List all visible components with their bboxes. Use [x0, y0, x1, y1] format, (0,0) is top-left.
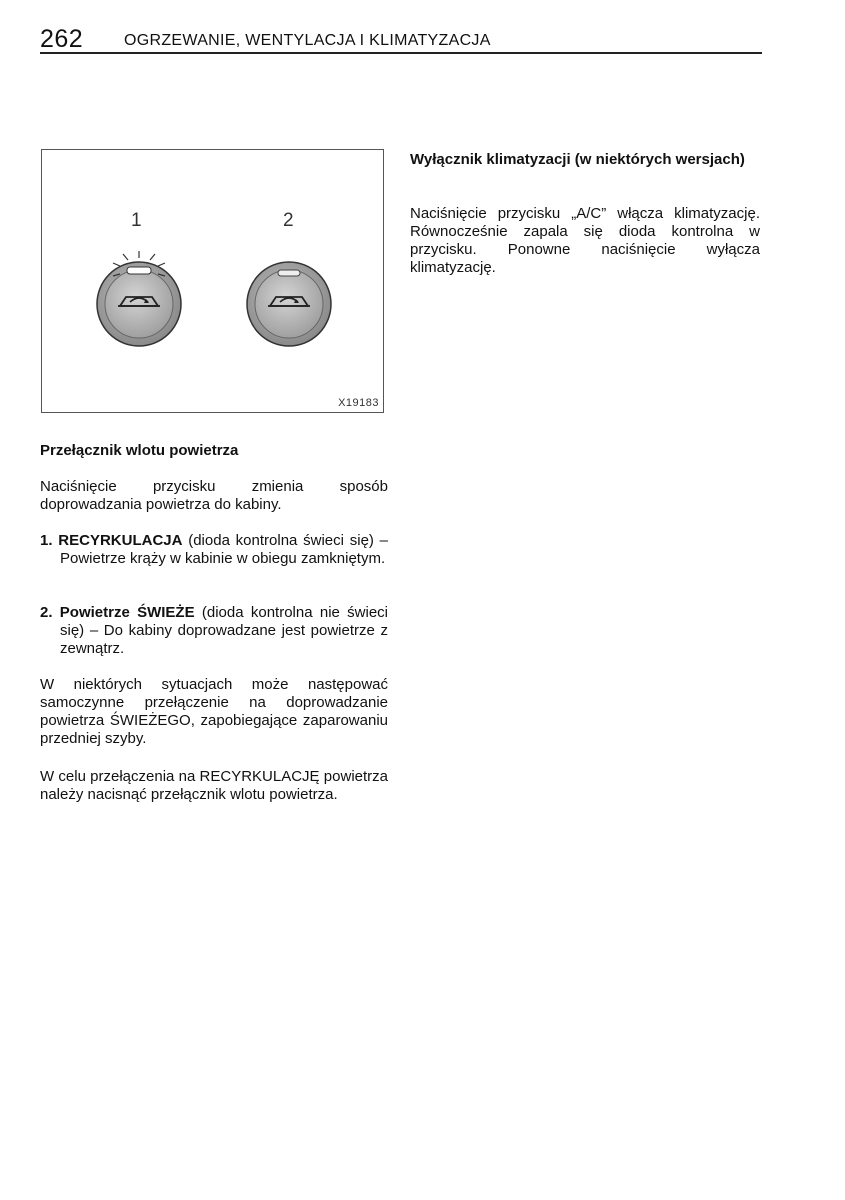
list-text: (dioda kontrolna nie świeci się) – Do kabiny doprowadzane jest powietrze z zewnątrz. — [60, 604, 388, 657]
list-text: (dioda kontrolna świeci się) – Powietrze krąży w kabinie w obiegu zamkniętym. — [60, 532, 389, 567]
ac-switch-paragraph: Naciśnięcie przycisku „A/C” włącza klimatyzację. Równocześnie zapala się dioda kontrolna w przycisku. Ponowne naciśnięcie wyłącza klimatyzację. — [410, 205, 760, 276]
recirculation-button-drawing — [97, 251, 181, 346]
ac-switch-heading: Wyłącznik klimatyzacji (w niektórych wersjach) — [410, 151, 745, 168]
figure-buttons-illustration — [41, 149, 384, 413]
auto-fresh-paragraph: W niektórych sytuacjach może następować samoczynne przełączenie na doprowadzanie powietrza ŚWIEŻEGO, zapobiegające zaparowaniu przedniej szyby. — [40, 676, 388, 747]
list-item-recirculation — [40, 532, 388, 568]
list-term: Powietrze ŚWIEŻE — [59, 604, 195, 621]
page-number: 262 — [40, 25, 84, 53]
figure-label-1: 1 — [131, 210, 142, 231]
list-number: 2. — [40, 604, 53, 621]
switch-recirculation-paragraph: W celu przełączenia na RECYRKULACJĘ powietrza należy nacisnąć przełącznik wlotu powietrza. — [40, 768, 388, 803]
figure-code: X19183 — [338, 397, 379, 409]
list-term: RECYRKULACJA — [58, 532, 183, 549]
list-item-fresh-air — [40, 604, 388, 658]
chapter-title: OGRZEWANIE, WENTYLACJA I KLIMATYZACJA — [124, 32, 491, 49]
air-intake-heading: Przełącznik wlotu powietrza — [40, 442, 239, 459]
air-intake-intro: Naciśnięcie przycisku zmienia sposób doprowadzania powietrza do kabiny. — [40, 478, 388, 513]
list-number: 1. — [40, 532, 53, 549]
page-header — [40, 26, 762, 54]
fresh-air-button-drawing — [247, 262, 331, 346]
figure-label-2: 2 — [283, 210, 294, 231]
buttons-drawing — [42, 150, 385, 414]
